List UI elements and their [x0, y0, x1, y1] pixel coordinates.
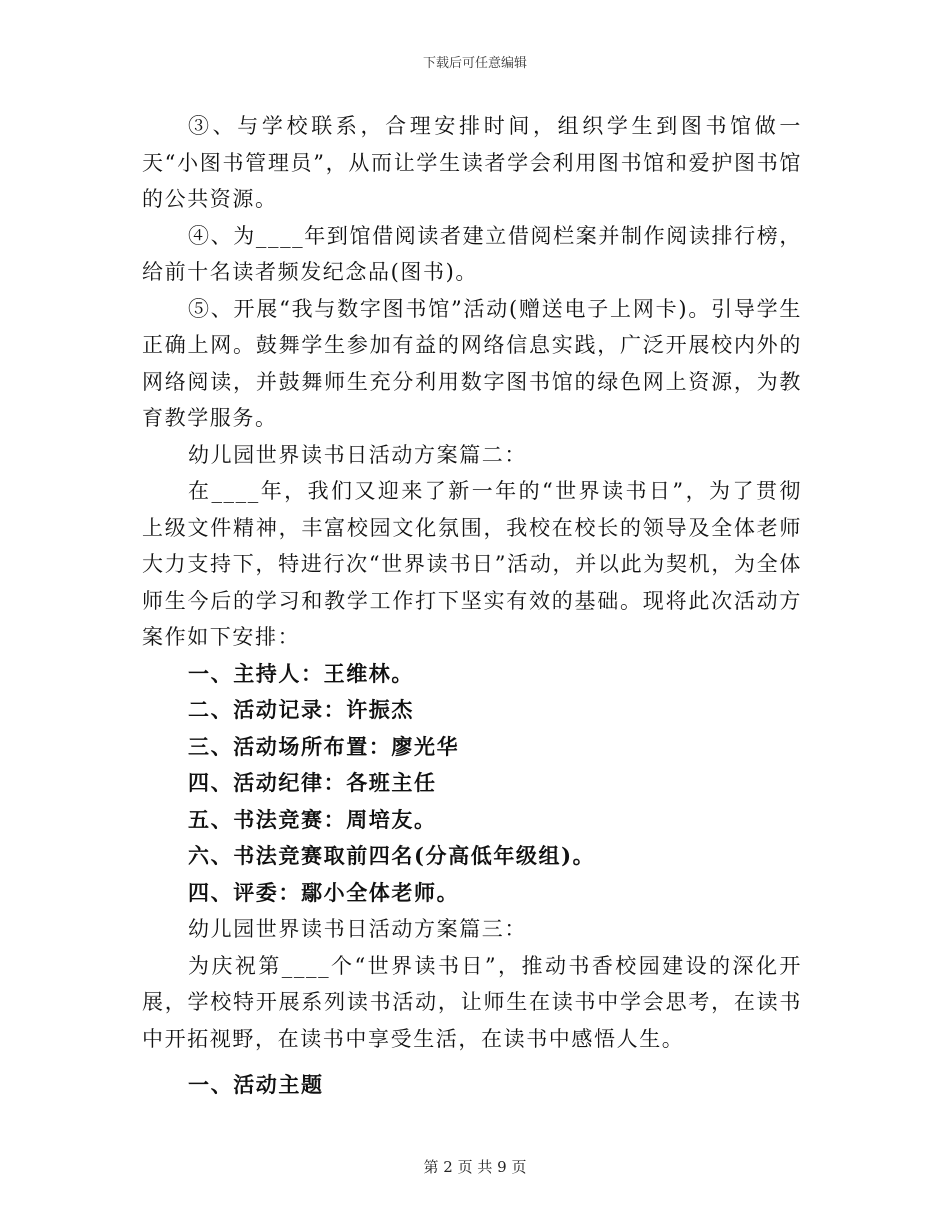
list-item-venue: 三、活动场所布置：廖光华	[188, 733, 460, 759]
paragraph-intro-plan-3: 为庆祝第____个“世界读书日”，推动书香校园建设的深化开展，学校特开展系列读书活动，让师生在读书中学会思考，在读书中开拓视野，在读书中享受生活，在读书中感悟人生。	[142, 953, 802, 1051]
list-item-host: 一、主持人：王维林。	[188, 660, 414, 686]
page-footer: 第 2 页 共 9 页	[423, 1158, 527, 1176]
page-header: 下载后可任意编辑	[422, 56, 527, 71]
paragraph-item-3: ③、与学校联系，合理安排时间，组织学生到图书馆做一天“小图书管理员”，从而让学生读者学会利用图书馆和爱护图书馆的公共资源。	[142, 114, 802, 211]
list-item-judges: 四、评委：鄢小全体老师。	[188, 879, 460, 905]
document-body	[142, 108, 802, 1104]
paragraph-item-5: ⑤、开展“我与数字图书馆”活动(赠送电子上网卡)。引导学生正确上网。鼓舞学生参加有益的网络信息实践，广泛开展校内外的网络阅读，并鼓舞师生充分利用数字图书馆的绿色网上资源，为教育教学服务。	[142, 296, 802, 430]
section-heading-plan-2: 幼儿园世界读书日活动方案篇二：	[188, 442, 527, 467]
list-item-recorder: 二、活动记录：许振杰	[188, 697, 414, 722]
list-item-calligraphy: 五、书法竞赛：周培友。	[188, 806, 437, 832]
list-item-ranking: 六、书法竞赛取前四名(分高低年级组)。	[188, 843, 596, 868]
paragraph-intro-plan-2: 在____年，我们又迎来了新一年的“世界读书日”，为了贯彻上级文件精神，丰富校园文化氛围，我校在校长的领导及全体老师大力支持下，特进行次“世界读书日”活动，并以此为契机，为全体师生今后的学习和教学工作打下坚实有效的基础。现将此次活动方案作如下安排：	[142, 479, 802, 649]
list-item-discipline: 四、活动纪律：各班主任	[188, 770, 437, 795]
paragraph-item-4: ④、为____年到馆借阅读者建立借阅栏案并制作阅读排行榜，给前十名读者频发纪念品(图书)。	[142, 223, 802, 284]
section-heading-theme: 一、活动主题	[188, 1072, 324, 1097]
section-heading-plan-3: 幼儿园世界读书日活动方案篇三：	[188, 917, 527, 941]
